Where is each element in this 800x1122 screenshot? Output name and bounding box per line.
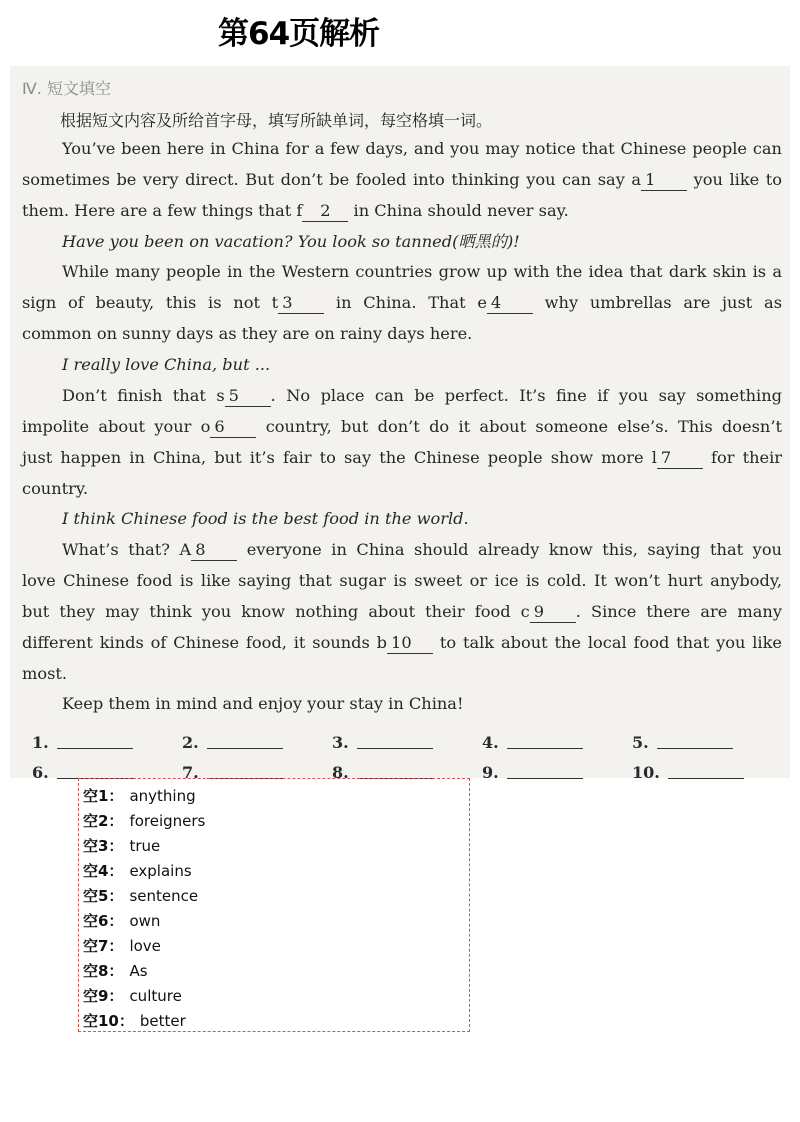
blank-1: 1 bbox=[641, 170, 687, 191]
answer-blank-cell: 5. bbox=[632, 733, 782, 752]
answer-blank-cell: 1. bbox=[32, 733, 182, 752]
answer-item: 空4： explains bbox=[83, 862, 192, 880]
passage-line: sometimes be very direct. But don’t be fooled into thinking you can say a 1 you like to bbox=[22, 170, 783, 189]
passage-subheading: Have you been on vacation? You look so tanned(晒黑的)! bbox=[62, 232, 520, 251]
blank-10: 10 bbox=[387, 633, 433, 654]
passage-line: What’s that? A 8 everyone in China should already know this, saying that you bbox=[62, 540, 782, 559]
passage-line: While many people in the Western countries grow up with the idea that dark skin is a bbox=[62, 262, 782, 281]
blank-5: 5 bbox=[225, 386, 271, 407]
answer-item: 空7： love bbox=[83, 937, 161, 955]
passage-line: different kinds of Chinese food, it sounds b 10 to talk about the local food that you like bbox=[22, 633, 782, 652]
passage-line: country. bbox=[22, 479, 89, 498]
answer-item: 空9： culture bbox=[83, 987, 182, 1005]
blank-4: 4 bbox=[487, 293, 533, 314]
passage-line: Keep them in mind and enjoy your stay in China! bbox=[62, 694, 464, 713]
passage-line: love Chinese food is like saying that sugar is sweet or ice is cold. It won’t hurt anybody, bbox=[22, 571, 782, 590]
answer-item: 空5： sentence bbox=[83, 887, 199, 905]
passage-line: Don’t finish that s 5 . No place can be perfect. It’s fine if you say something bbox=[62, 386, 782, 405]
page-title: 第64页解析 bbox=[218, 16, 380, 52]
answer-item: 空10： better bbox=[83, 1012, 186, 1030]
passage-line: them. Here are a few things that f 2 in China should never say. bbox=[22, 201, 569, 220]
passage-line: most. bbox=[22, 664, 68, 683]
passage-subheading: I think Chinese food is the best food in the world. bbox=[62, 509, 469, 528]
blank-3: 3 bbox=[278, 293, 324, 314]
passage-line: but they may think you know nothing about their food c 9 . Since there are many bbox=[22, 602, 783, 621]
answer-item: 空2： foreigners bbox=[83, 812, 206, 830]
passage-line: sign of beauty, this is not t 3 in China. That e 4 why umbrellas are just as bbox=[22, 293, 782, 312]
blank-7: 7 bbox=[657, 448, 703, 469]
section-heading: Ⅳ. 短文填空 bbox=[22, 79, 111, 98]
answer-blanks-grid bbox=[32, 722, 782, 782]
answer-blank-cell: 9. bbox=[482, 763, 632, 782]
answer-blank-cell: 6. bbox=[32, 763, 182, 782]
blank-9: 9 bbox=[530, 602, 576, 623]
answer-key-box bbox=[78, 778, 470, 1032]
exercise-scan bbox=[10, 66, 790, 782]
blank-6: 6 bbox=[210, 417, 256, 438]
answer-item: 空3： true bbox=[83, 837, 161, 855]
passage-line: common on sunny days as they are on rainy days here. bbox=[22, 324, 473, 343]
answer-blanks-row bbox=[32, 722, 782, 752]
answer-blank-cell: 10. bbox=[632, 763, 782, 782]
passage-subheading: I really love China, but ... bbox=[62, 355, 271, 374]
passage-line: impolite about your o 6 country, but don’t do it about someone else’s. This doesn’t bbox=[22, 417, 783, 436]
answer-blank-cell: 7. bbox=[182, 763, 332, 782]
blank-8: 8 bbox=[191, 540, 237, 561]
answer-item: 空1： anything bbox=[83, 787, 196, 805]
answer-item: 空6： own bbox=[83, 912, 161, 930]
blank-2: 2 bbox=[302, 201, 348, 222]
passage-line: You’ve been here in China for a few days, and you may notice that Chinese people can bbox=[62, 139, 782, 158]
instruction: 根据短文内容及所给首字母，填写所缺单词，每空格填一词。 bbox=[60, 111, 493, 130]
answer-item: 空8： As bbox=[83, 962, 148, 980]
answer-blank-cell: 2. bbox=[182, 733, 332, 752]
answer-blank-cell: 4. bbox=[482, 733, 632, 752]
answer-blank-cell: 3. bbox=[332, 733, 482, 752]
passage-line: just happen in China, but it’s fair to say the Chinese people show more l 7 for their bbox=[22, 448, 782, 467]
answer-blank-cell: 8. bbox=[332, 763, 482, 782]
